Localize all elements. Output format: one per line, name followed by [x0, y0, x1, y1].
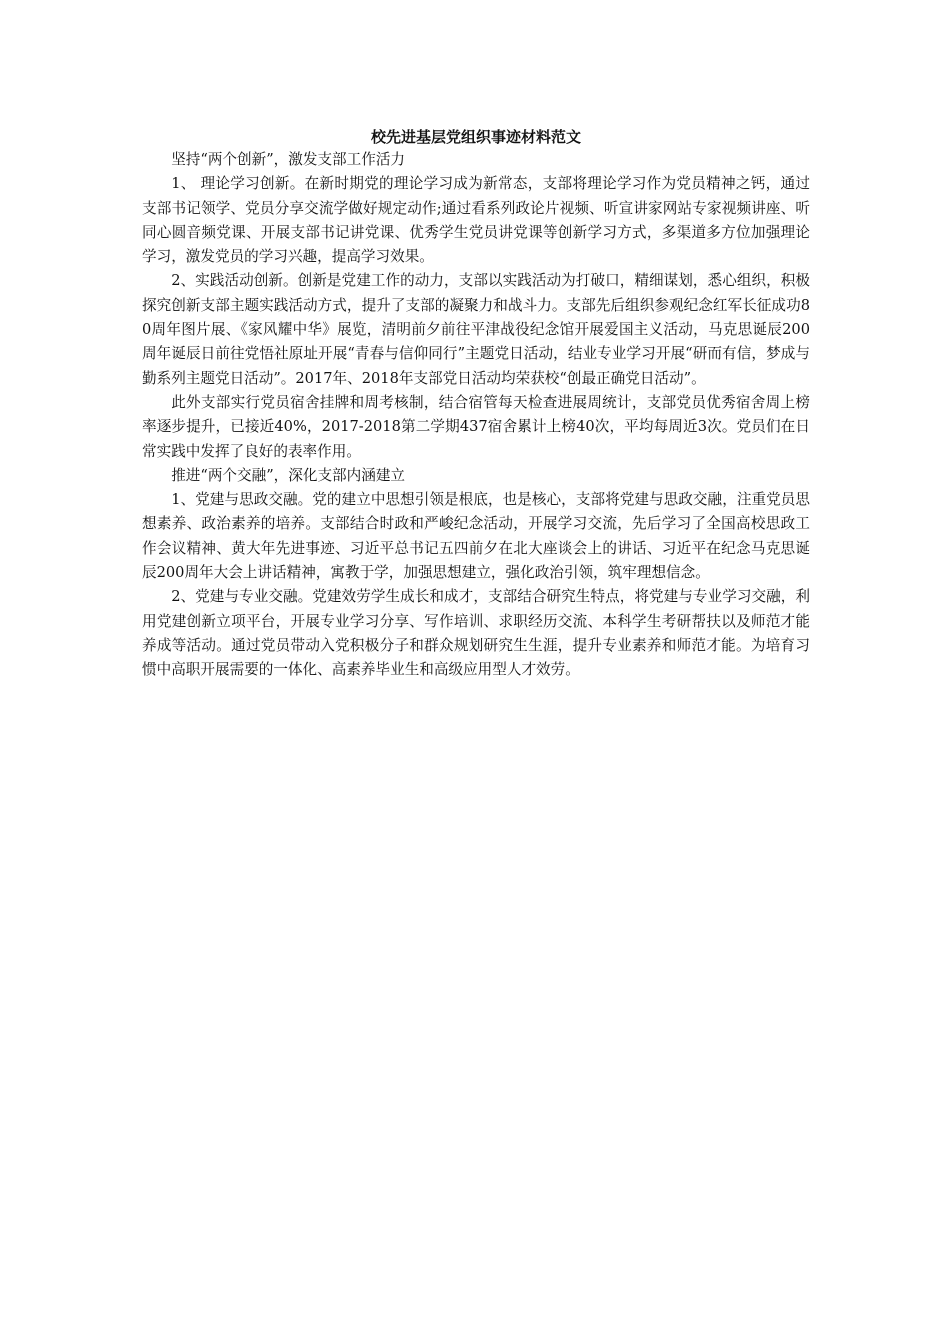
document-page — [142, 126, 810, 683]
paragraph-major-integration: 2、党建与专业交融。党建效劳学生成长和成才，支部结合研究生特点，将党建与专业学习交融，利用党建创新立项平台，开展专业学习分享、写作培训、求职经历交流、本科学生考研帮扶以及师范才能养成等活动。通过党员带动入党积极分子和群众规划研究生生涯，提升专业素养和师范才能。为培育习惯中高职开展需要的一体化、高素养毕业生和高级应用型人才效劳。 — [142, 588, 810, 679]
paragraph-theory-innovation: 1、 理论学习创新。在新时期党的理论学习成为新常态，支部将理论学习作为党员精神之钙，通过支部书记领学、党员分享交流学做好规定动作;通过看系列政论片视频、听宣讲家网站专家视频讲座、听同心圆音频党课、开展支部书记讲党课、优秀学生党员讲党课等创新学习方式，多渠道多方位加强理论学习，激发党员的学习兴趣，提高学习效果。 — [142, 175, 810, 266]
paragraph-dormitory: 此外支部实行党员宿舍挂牌和周考核制，结合宿管每天检查进展周统计，支部党员优秀宿舍周上榜率逐步提升，已接近40%，2017-2018第二学期437宿舍累计上榜40次，平均每周近3次。党员们在日常实践中发挥了良好的表率作用。 — [142, 393, 810, 460]
paragraph-ideology-integration: 1、党建与思政交融。党的建立中思想引领是根底，也是核心，支部将党建与思政交融，注重党员思想素养、政治素养的培养。支部结合时政和严峻纪念活动，开展学习交流，先后学习了全国高校思政工作会议精神、黄大年先进事迹、习近平总书记五四前夕在北大座谈会上的讲话、习近平在纪念马克思诞辰200周年大会上讲话精神，寓教于学，加强思想建立，强化政治引领，筑牢理想信念。 — [142, 491, 810, 582]
section-heading-innovation: 坚持“两个创新”，激发支部工作活力 — [171, 151, 406, 168]
document-title: 校先进基层党组织事迹材料范文 — [370, 128, 581, 146]
paragraph-practice-innovation: 2、实践活动创新。创新是党建工作的动力，支部以实践活动为打破口，精细谋划，悉心组织，积极探究创新支部主题实践活动方式，提升了支部的凝聚力和战斗力。支部先后组织参观纪念红军长征成功80周年图片展、《家风耀中华》展览，清明前夕前往平津战役纪念馆开展爱国主义活动，马克思诞辰200周年诞辰日前往党悟社原址开展“青春与信仰同行”主题党日活动，结业专业学习开展“研而有信，梦成与勤系列主题党日活动”。2017年、2018年支部党日活动均荣获校“创最正确党日活动”。 — [142, 272, 810, 387]
section-heading-integration: 推进“两个交融”，深化支部内涵建立 — [171, 466, 406, 484]
